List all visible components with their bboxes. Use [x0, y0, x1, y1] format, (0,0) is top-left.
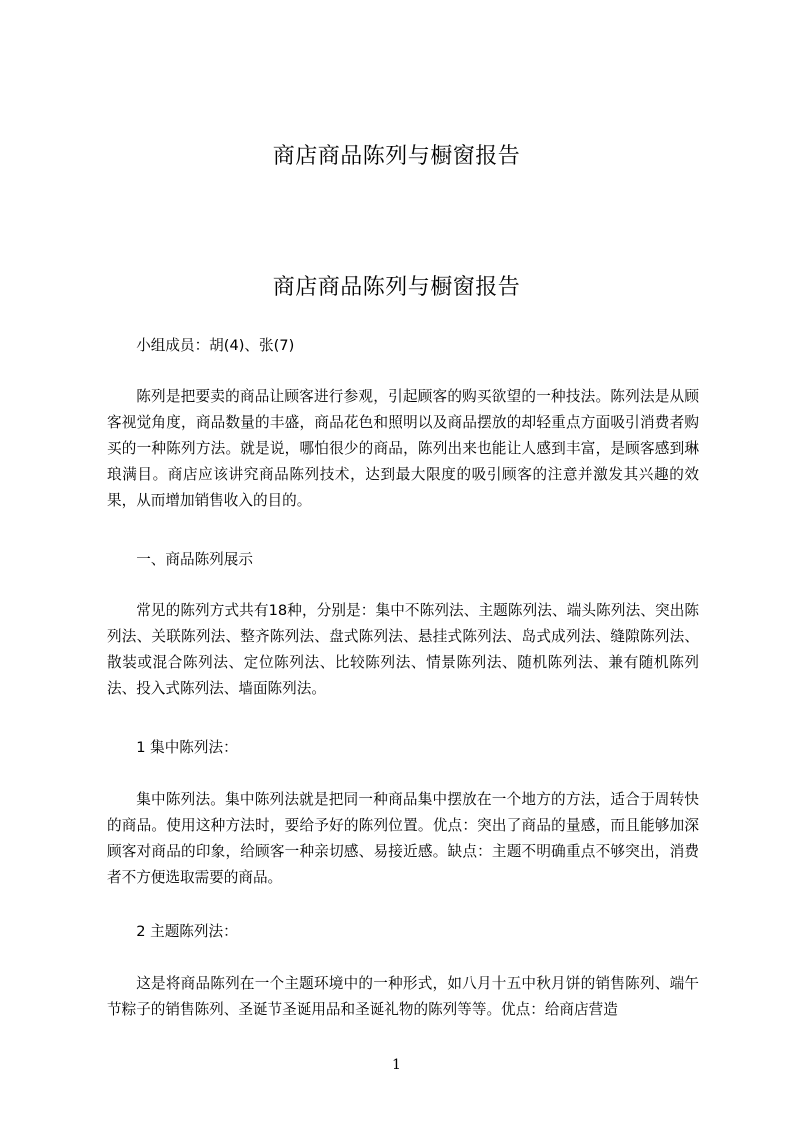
cover-title: 商店商品陈列与橱窗报告: [272, 144, 521, 169]
intro-text: 陈列是把要卖的商品让顾客进行参观，引起顾客的购买欲望的一种技法。陈列法是从顾客视觉角度，商品数量的丰盛，商品花色和照明以及商品摆放的却轻重点方面吸引消费者购买的一种陈列方法。就是说，哪怕很少的商品，陈列出来也能让人感到丰富，是顾客感到琳琅满目。商店应该讲究商品陈列技术，达到最大限度的吸引顾客的注意并激发其兴趣的效果，从而增加销售收入的目的。: [107, 388, 699, 509]
group-members: [107, 333, 699, 359]
page-number: 1: [392, 1057, 401, 1073]
item2-paragraph: [107, 971, 699, 1023]
section1-paragraph: [107, 598, 699, 702]
item1-heading-block: [107, 735, 699, 761]
item1-paragraph: [107, 787, 699, 891]
item2-heading: 2 主题陈列法：: [136, 923, 238, 940]
item2-text: 这是将商品陈列在一个主题环境中的一种形式，如八月十五中秋月饼的销售陈列、端午节粽子的销售陈列、圣诞节圣诞用品和圣诞礼物的陈列等等。优点：给商店营造: [107, 975, 699, 1018]
section1-text: 常见的陈列方式共有18种，分别是：集中不陈列法、主题陈列法、端头陈列法、突出陈列法、关联陈列法、整齐陈列法、盘式陈列法、悬挂式陈列法、岛式成列法、缝隙陈列法、散装或混合陈列法、定位陈列法、比较陈列法、情景陈列法、随机陈列法、兼有随机陈列法、投入式陈列法、墙面陈列法。: [107, 602, 699, 697]
item1-heading: 1 集中陈列法：: [136, 739, 238, 756]
intro-paragraph: [107, 384, 699, 514]
report-title: 商店商品陈列与橱窗报告: [272, 275, 521, 300]
section-heading: [107, 547, 699, 573]
item1-text: 集中陈列法。集中陈列法就是把同一种商品集中摆放在一个地方的方法，适合于周转快的商品。使用这种方法时，要给予好的陈列位置。优点：突出了商品的量感，而且能够加深顾客对商品的印象，给顾客一种亲切感、易接近感。缺点：主题不明确重点不够突出，消费者不方便选取需要的商品。: [107, 791, 699, 886]
item2-heading-block: [107, 919, 699, 945]
members-line: 小组成员：胡(4)、张(7): [136, 337, 295, 354]
section1-heading: 一、商品陈列展示: [136, 551, 253, 568]
